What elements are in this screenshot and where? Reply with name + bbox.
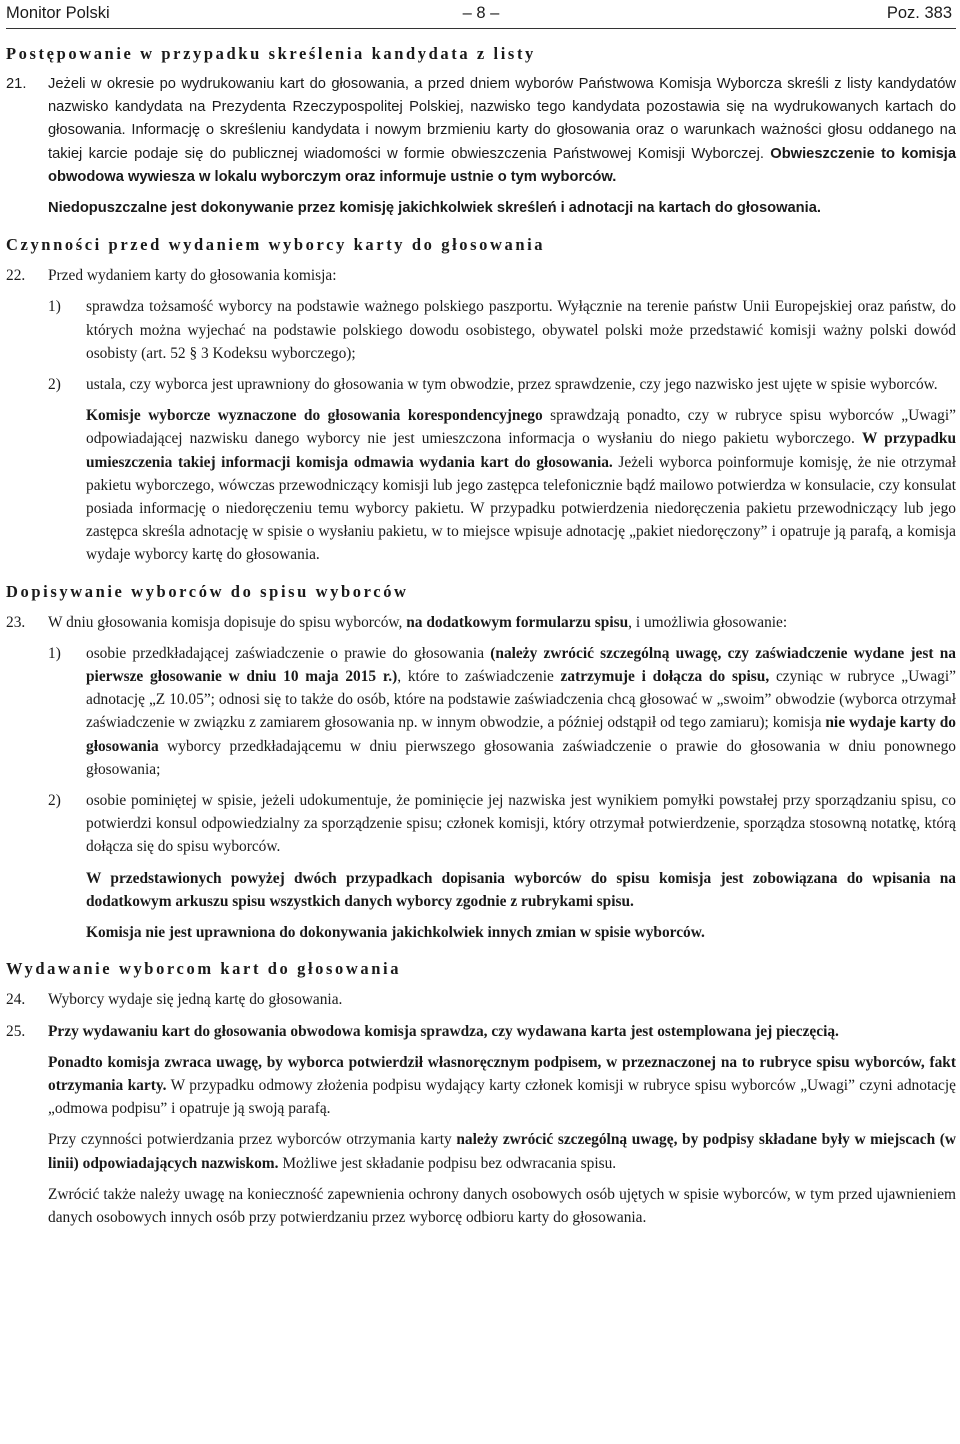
- paragraph-22-correspondence: [6, 404, 956, 566]
- paragraph-22: [6, 264, 956, 287]
- paragraph-21-note: Niedopuszczalne jest dokonywanie przez komisję jakichkolwiek skreśleń i adnotacji na kartach do głosowania.: [48, 200, 821, 217]
- bold-text: należy zwrócić szczególną uwagę, by podpisy składane były w miejscach (w linii) odpowiadających nazwiskom.: [48, 1131, 956, 1172]
- page-number: – 8 –: [462, 4, 500, 22]
- text: sprawdzają ponadto, czy w rubryce spisu wyborców „Uwagi” odpowiadającej nazwisku danego wyborcy nie jest umieszczona informacja o wysłaniu do niego pakietu wyborczego.: [86, 407, 956, 448]
- paragraph-25: [6, 1020, 956, 1043]
- section-title-adding-voters: Dopisywanie wyborców do spisu wyborców: [6, 581, 409, 601]
- paragraph-22-item-2: [6, 373, 956, 396]
- paragraph-23-item-2: [6, 789, 956, 859]
- paragraph-23: [6, 611, 956, 634]
- text: osobie przedkładającej zaświadczenie o prawie do głosowania: [86, 644, 491, 662]
- journal-name: Monitor Polski: [6, 4, 110, 22]
- paragraph-25-signature: [6, 1051, 956, 1121]
- bold-text: W przypadku umieszczenia takiej informacji komisja odmawia wydania kart do głosowania.: [86, 430, 957, 471]
- paragraph-23-obligation: W przedstawionych powyżej dwóch przypadkach dopisania wyborców do spisu komisja jest zobowiązana do wpisania na dodatkowym arkuszu spisu wszystkich danych wyborcy zgodnie z rubrykami spisu.: [86, 869, 956, 910]
- bold-text: Przy wydawaniu kart do głosowania obwodowa komisja sprawdza, czy wydawana karta jest ostemplowana jej pieczęcią.: [48, 1022, 839, 1040]
- item-number: 1): [48, 298, 61, 316]
- bold-text: (należy zwrócić szczególną uwagę, czy zaświadczenie wydane jest na pierwsze głosowanie w dniu 10 maja 2015 r.): [86, 644, 956, 686]
- bold-text: na dodatkowym formularzu spisu: [406, 613, 629, 631]
- paragraph-25-data-protection: Zwrócić także należy uwagę na konieczność zapewnienia ochrony danych osobowych osób ujętych w spisie wyborców, w tym przed ujawnieniem danych osobowych innych osób przy potwierdzaniu przez wyborcę odbioru karty do głosowania.: [48, 1185, 956, 1226]
- text: , które to zaświadczenie: [397, 668, 561, 686]
- item-number: 2): [48, 376, 61, 394]
- text: W przypadku odmowy złożenia podpisu wydający karty członek komisji w rubryce spisu wyborców „Uwagi” czyni adnotację „odmowa podpisu” i opatruje ją swoją parafą.: [48, 1076, 956, 1118]
- item-number: 2): [48, 792, 61, 810]
- paragraph-text: Jeżeli w okresie po wydrukowaniu kart do głosowania, a przed dniem wyborów Państwowa Komisja Wyborcza skreśli z listy kandydatów nazwisko kandydata na Prezydenta Rzeczypospolitej Polskiej, nazwisko tego kandydata pozostawia się na wydrukowanych kartach do głosowania. Informację o skreśleniu kandydata i nowym brzmieniu karty do głosowania oraz o warunkach ważności głosu oddanego na takiej karcie podaje się do publicznej wiadomości w formie obwieszczenia Państwowej Komisji Wyborczej.: [48, 76, 956, 162]
- paragraph-bold-text: Obwieszczenie to komisja obwodowa wywiesza w lokalu wyborczym oraz informuje ustnie o tym wyborców.: [48, 145, 956, 185]
- paragraph-number: 23.: [6, 613, 26, 631]
- text: Przy czynności potwierdzania przez wyborców otrzymania karty: [48, 1131, 457, 1149]
- text: , i umożliwia głosowanie:: [628, 613, 788, 631]
- bold-text: Ponadto komisja zwraca uwagę, by wyborca potwierdził własnoręcznym podpisem, w przeznaczonej na to rubryce spisu wyborców, fakt otrzymania karty.: [48, 1053, 956, 1094]
- text: wyborcy przedkładającemu w dniu pierwszego głosowania zaświadczenie o prawie do głosowania w dniu ponownego głosowania;: [86, 737, 956, 778]
- paragraph-23-restriction: Komisja nie jest uprawniona do dokonywania jakichkolwiek innych zmian w spisie wyborców.: [86, 924, 705, 942]
- bold-text: nie wydaje karty do głosowania: [86, 714, 956, 755]
- bold-text: Komisje wyborcze wyznaczone do głosowania korespondencyjnego: [86, 407, 543, 425]
- paragraph-number: 21.: [6, 76, 27, 92]
- paragraph-number: 25.: [6, 1022, 26, 1040]
- item-text: ustala, czy wyborca jest uprawniony do głosowania w tym obwodzie, przez sprawdzenie, czy jego nazwisko jest ujęte w spisie wyborców.: [86, 376, 938, 394]
- paragraph-25-signature-lines: [6, 1128, 956, 1174]
- section-title-issuing-ballots: Wydawanie wyborcom kart do głosowania: [6, 959, 402, 979]
- paragraph-text: Przed wydaniem karty do głosowania komisja:: [48, 267, 337, 285]
- text: W dniu głosowania komisja dopisuje do spisu wyborców,: [48, 613, 407, 631]
- item-number: 1): [48, 644, 61, 662]
- running-header: [6, 0, 956, 29]
- item-text: sprawdza tożsamość wyborcy na podstawie ważnego polskiego paszportu. Wyłącznie na terenie państw Unii Europejskiej oraz państw, do których można wyjechać na podstawie polskiego dowodu osobistego, obywatel polski może przedstawić komisji ważny polski dowód osobisty (art. 52 § 3 Kodeksu wyborczego);: [86, 298, 956, 362]
- paragraph-23-item-1: [6, 642, 956, 781]
- text: czyniąc w rubryce „Uwagi” adnotację „Z 10.05”; odnosi się to także do osób, które na podstawie zaświadczenia chcą głosować w „swoim” obwodzie (wyborca otrzymał zaświadczenie w związku z zamiarem głosowania np. w innym obwodzie, a później odstąpił od tego zamiaru); komisja: [86, 668, 956, 732]
- bold-text: zatrzymuje i dołącza do spisu,: [560, 668, 770, 686]
- section-title-before-issuing: Czynności przed wydaniem wyborcy karty do głosowania: [6, 235, 546, 255]
- item-number: Poz. 383: [886, 4, 952, 22]
- item-text: osobie pominiętej w spisie, jeżeli udokumentuje, że pominięcie jej nazwiska jest wynikiem pomyłki powstałej przy sporządzaniu spisu, co potwierdzi konsul odpowiedzialny za sporządzenie spisu; członek komisji, który otrzymał potwierdzenie, sporządza stosowną notatkę, którą dołącza się do spisu wyborców.: [86, 792, 956, 856]
- text: Jeżeli wyborca poinformuje komisję, że nie otrzymał pakietu wyborczego, wówczas przewodniczący komisji lub jego zastępca telefonicznie bądź mailowo potwierdza w konsulacie, czy konsulat posiada informację o niedoręczeniu temu wyborcy pakietu. W przypadku potwierdzenia niedoręczenia pakietu przewodniczący lub jego zastępca skreśla adnotację w spisie o wysłaniu pakietu, w to miejsce wpisuje adnotację „pakiet niedoręczony” i opatruje ją parafą, a komisja wydaje wyborcy kartę do głosowania.: [86, 453, 956, 564]
- paragraph-number: 22.: [6, 267, 26, 285]
- section-title-candidate-removal: Postępowanie w przypadku skreślenia kandydata z listy: [6, 44, 536, 63]
- paragraph-text: Wyborcy wydaje się jedną kartę do głosowania.: [48, 991, 343, 1009]
- paragraph-24: [6, 988, 956, 1011]
- text: Możliwe jest składanie podpisu bez odwracania spisu.: [278, 1154, 617, 1172]
- paragraph-21: [6, 73, 956, 189]
- paragraph-22-item-1: [6, 295, 956, 365]
- paragraph-number: 24.: [6, 991, 26, 1009]
